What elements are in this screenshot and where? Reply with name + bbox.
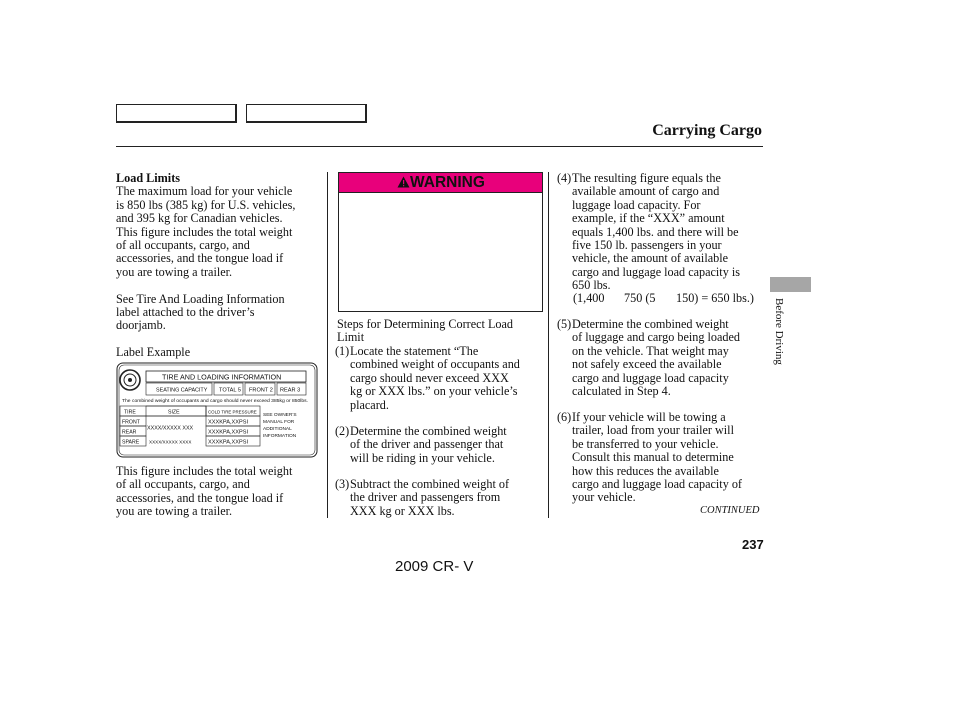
step-text-line: cargo should never exceed XXX <box>350 370 509 385</box>
model-name: 2009 CR- V <box>395 558 474 575</box>
col-size-text: SIZE <box>168 409 180 416</box>
see-label-line: See Tire And Loading Information <box>116 291 285 306</box>
step-text-line: cargo and luggage load capacity <box>572 370 729 385</box>
load-limits-line: you are towing a trailer. <box>116 264 233 279</box>
row-front-tire: FRONT <box>122 419 140 426</box>
total-weight-line: of all occupants, cargo, and <box>116 477 250 492</box>
step-number: (4) <box>557 171 572 185</box>
label-example-caption: Label Example <box>116 345 191 360</box>
see-owners-line4: INFORMATION <box>263 434 297 439</box>
step-text-line: equals 1,400 lbs. and there will be <box>572 224 739 239</box>
seating-capacity-text: SEATING CAPACITY <box>156 387 208 394</box>
step-text-line: trailer, load from your trailer will <box>572 423 734 438</box>
load-limits-heading: Load Limits <box>116 171 180 185</box>
step-text <box>350 425 550 465</box>
tire-label-title: TIRE AND LOADING INFORMATION <box>162 372 282 382</box>
step-text-line: 650 lbs. <box>572 278 611 293</box>
steps-heading-line: Limit <box>337 330 365 345</box>
step-text-line: combined weight of occupants and <box>350 357 520 372</box>
step-text <box>350 345 550 412</box>
total-weight-line: This figure includes the total weight <box>116 464 293 478</box>
step-number: (6) <box>557 410 572 424</box>
column-divider-right <box>548 172 549 518</box>
see-owners-line3: ADDITIONAL <box>263 427 292 432</box>
row-spare-pressure: XXXKPA,XXPSI <box>208 439 249 446</box>
step-text-line: Determine the combined weight <box>350 424 507 438</box>
step-text-line: five 150 lb. passengers in your <box>572 238 722 253</box>
row-front-pressure: XXXKPA,XXPSI <box>208 419 249 426</box>
total-weight-paragraph <box>116 465 321 519</box>
step-text-line: The resulting figure equals the <box>572 171 721 185</box>
step-text-line: kg or XXX lbs.” on your vehicle’s <box>350 384 518 399</box>
step-text-line: of the driver and passenger that <box>350 437 504 452</box>
warning-label: WARNING <box>397 174 485 192</box>
step-number: (2) <box>335 424 350 438</box>
page-number: 237 <box>742 537 764 552</box>
formula-part-c: 150) = 650 lbs.) <box>676 291 754 305</box>
left-column <box>116 172 321 360</box>
see-label-line: label attached to the driver’s <box>116 305 255 320</box>
load-limits-line: The maximum load for your vehicle <box>116 184 293 199</box>
warning-triangle-icon <box>397 176 410 188</box>
step-text-line: Consult this manual to determine <box>572 450 734 465</box>
formula-part-a: (1,400 <box>573 291 605 305</box>
side-tab-marker <box>770 277 811 292</box>
step-number: (5) <box>557 317 572 331</box>
total-text: TOTAL 5 <box>219 387 241 394</box>
formula-part-b: 750 (5 <box>624 291 656 305</box>
nav-box-right <box>246 104 367 123</box>
step-text-line: the driver and passengers from <box>350 490 501 505</box>
step-text-line: your vehicle. <box>572 490 636 505</box>
step-text-line: example, if the “XXX” amount <box>572 211 725 226</box>
warning-bar <box>338 172 543 193</box>
load-limits-line: This figure includes the total weight <box>116 224 293 239</box>
col-tire-text: TIRE <box>124 409 136 416</box>
row-rear-tire: REAR <box>122 429 137 436</box>
row-spare-size: XXXX/XXXXX XXXX <box>149 439 192 445</box>
step-text-line: If your vehicle will be towing a <box>572 410 726 424</box>
step-text-line: calculated in Step 4. <box>572 384 671 399</box>
see-owners-line1: SEE OWNER’S <box>263 413 297 418</box>
load-limits-line: and 395 kg for Canadian vehicles. <box>116 211 283 226</box>
row-spare-tire: SPARE <box>122 439 140 446</box>
left-column-bottom <box>116 465 321 519</box>
warning-body <box>338 192 543 312</box>
step-text <box>572 318 772 398</box>
front-text: FRONT 2 <box>249 387 273 394</box>
see-label-line: doorjamb. <box>116 318 166 333</box>
step-text-line: Subtract the combined weight of <box>350 477 510 491</box>
step-text <box>572 172 772 293</box>
step-text-line: will be riding in your vehicle. <box>350 450 495 465</box>
step-text-line: not safely exceed the available <box>572 357 722 372</box>
step-text-line: XXX kg or XXX lbs. <box>350 503 455 518</box>
load-limits-line: accessories, and the tongue load if <box>116 251 284 266</box>
steps-heading <box>337 318 542 345</box>
step-number: (1) <box>335 344 350 358</box>
total-weight-line: you are towing a trailer. <box>116 504 233 519</box>
combined-weight-text: The combined weight of occupants and cargo should never exceed 385kg or 850lbs. <box>122 398 308 403</box>
row-rear-pressure: XXXKPA,XXPSI <box>208 429 249 436</box>
row-front-size: XXXX/XXXXX XXX <box>147 425 194 432</box>
header-rule <box>116 146 763 147</box>
step-text-line: luggage load capacity. For <box>572 197 701 212</box>
step-text-line: be transferred to your vehicle. <box>572 436 719 451</box>
nav-box-left <box>116 104 237 123</box>
step-text-line: on the vehicle. That weight may <box>572 343 729 358</box>
see-owners-line2: MANUAL FOR <box>263 420 295 425</box>
section-title: Carrying Cargo <box>652 122 762 139</box>
step-text-line: cargo and luggage load capacity is <box>572 264 740 279</box>
step-text-line: how this reduces the available <box>572 463 719 478</box>
col-pressure-text: COLD TIRE PRESSURE <box>208 409 257 415</box>
rear-text: REAR 3 <box>280 387 301 394</box>
step-text-line: Locate the statement “The <box>350 344 479 358</box>
tire-icon <box>120 370 140 390</box>
step-text-line: Determine the combined weight <box>572 317 729 331</box>
tire-loading-label-illustration <box>116 362 322 458</box>
continued-label: CONTINUED <box>700 505 760 516</box>
steps-heading-line: Steps for Determining Correct Load <box>337 317 513 331</box>
step-text-line: placard. <box>350 397 389 412</box>
step-text <box>350 478 550 518</box>
step-text <box>572 411 772 505</box>
load-limits-line: of all occupants, cargo, and <box>116 238 250 253</box>
total-weight-line: accessories, and the tongue load if <box>116 490 284 505</box>
step-text-line: vehicle, the amount of available <box>572 251 729 266</box>
see-label-paragraph <box>116 293 321 333</box>
step-text-line: of luggage and cargo being loaded <box>572 330 740 345</box>
step-text-line: cargo and luggage load capacity of <box>572 477 742 492</box>
load-limits-line: is 850 lbs (385 kg) for U.S. vehicles, <box>116 197 296 212</box>
column-divider-left <box>327 172 328 518</box>
step-text-line: available amount of cargo and <box>572 184 720 199</box>
step-number: (3) <box>335 477 350 491</box>
load-limits-paragraph <box>116 185 321 279</box>
